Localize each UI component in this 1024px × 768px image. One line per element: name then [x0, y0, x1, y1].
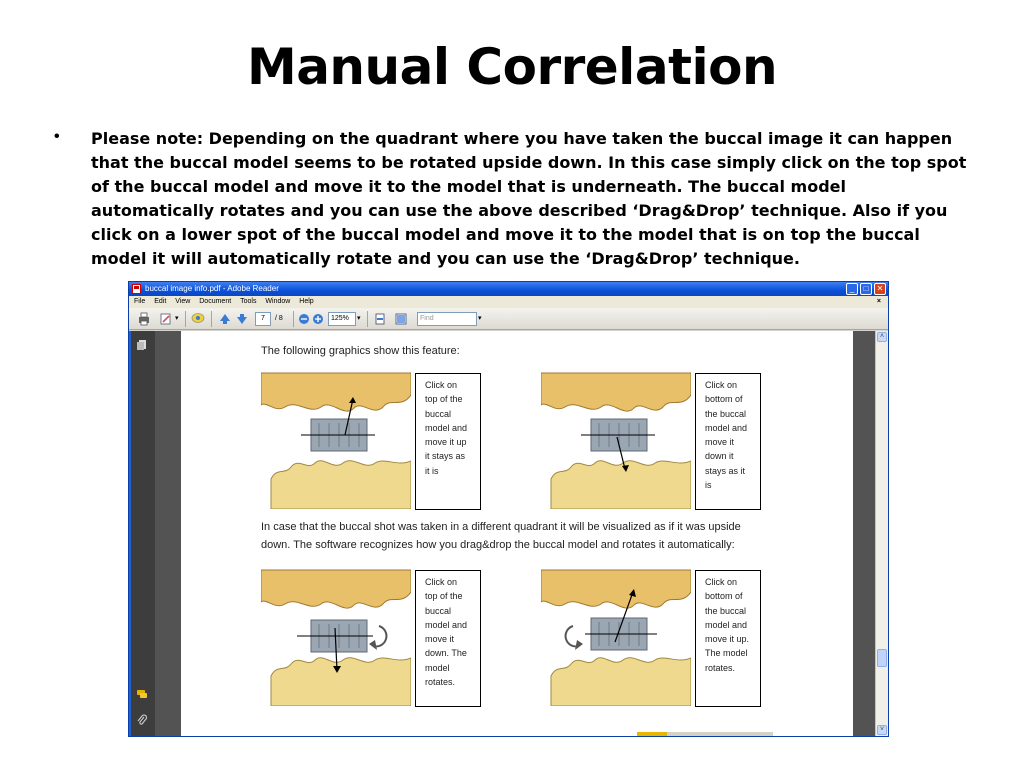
- scrollbar-thumb[interactable]: [877, 649, 887, 667]
- pages-icon[interactable]: [136, 339, 148, 351]
- document-close-icon[interactable]: ×: [876, 298, 881, 305]
- menu-file[interactable]: File: [134, 298, 146, 305]
- dental-figure-2: [541, 371, 691, 509]
- menu-help[interactable]: Help: [299, 298, 314, 305]
- minimize-button[interactable]: _: [846, 283, 858, 295]
- document-area: [155, 331, 877, 737]
- find-dropdown-icon[interactable]: ▾: [478, 315, 482, 322]
- previous-page-icon[interactable]: [218, 312, 232, 326]
- scroll-down-button[interactable]: ˅: [877, 725, 887, 735]
- window-titlebar[interactable]: [129, 282, 888, 296]
- toolbar: [129, 308, 888, 330]
- vertical-scrollbar[interactable]: [875, 331, 888, 737]
- menu-window[interactable]: Window: [265, 298, 291, 305]
- menu-view[interactable]: View: [175, 298, 191, 305]
- zoom-dropdown-icon[interactable]: ▾: [357, 315, 361, 322]
- pdf-heading: The following graphics show this feature:: [261, 345, 460, 357]
- dental-figure-3: [261, 568, 411, 706]
- callout-4: Click on bottom of the buccal model and move it up. The model rotates.: [695, 570, 761, 707]
- dental-figure-4: [541, 568, 691, 706]
- note-text: Please note: Depending on the quadrant where you have taken the buccal image it can happen that the buccal model seems to be rotated upside down. In this case simply click on the top spot of the buccal model and move it to the model that is underneath. The buccal model automatically rotates and you can use the above described ‘Drag&Drop’ technique. Also if you click on a lower spot of the buccal model and move it to the model that is on top the buccal model it will automatically rotate and you can use the ‘Drag&Drop’ technique.: [91, 129, 967, 268]
- bullet-marker: •: [54, 128, 60, 145]
- scroll-up-button[interactable]: ˄: [877, 332, 887, 342]
- zoom-out-icon[interactable]: [297, 312, 311, 326]
- callout-2: Click on bottom of the buccal model and move it down it stays as it is: [695, 373, 761, 510]
- fit-width-icon[interactable]: [394, 312, 408, 326]
- pdf-middle-text-line-2: down. The software recognizes how you drag&drop the buccal model and rotates it automatically:: [261, 539, 735, 551]
- callout-1: Click on top of the buccal model and move it up it stays as it is: [415, 373, 481, 510]
- print-icon[interactable]: [137, 312, 151, 326]
- menu-tools[interactable]: Tools: [240, 298, 257, 305]
- next-page-icon[interactable]: [235, 312, 249, 326]
- close-button[interactable]: ✕: [874, 283, 886, 295]
- edit-icon[interactable]: [159, 312, 173, 326]
- dental-figure-1: [261, 371, 411, 509]
- attachments-icon[interactable]: [136, 714, 148, 726]
- comments-icon[interactable]: [136, 688, 148, 700]
- zoom-level-select[interactable]: 125%: [328, 312, 356, 326]
- zoom-in-icon[interactable]: [311, 312, 325, 326]
- maximize-button[interactable]: □: [860, 283, 872, 295]
- menu-edit[interactable]: Edit: [154, 298, 167, 305]
- adobe-app-icon: [132, 284, 141, 294]
- adobe-reader-window[interactable]: [128, 281, 889, 737]
- fit-page-icon[interactable]: [373, 312, 387, 326]
- window-title: buccal image info.pdf - Adobe Reader: [145, 284, 279, 293]
- page-loading-bar: [637, 732, 773, 737]
- comment-icon[interactable]: [191, 312, 205, 326]
- page-number-input[interactable]: 7: [255, 312, 271, 326]
- pdf-middle-text-line-1: In case that the buccal shot was taken in a different quadrant it will be visualized as if it was upside: [261, 521, 741, 533]
- edit-dropdown-icon[interactable]: ▾: [175, 315, 179, 322]
- pdf-page: [181, 331, 853, 737]
- callout-3: Click on top of the buccal model and move it down. The model rotates.: [415, 570, 481, 707]
- slide-title: Manual Correlation: [246, 38, 778, 96]
- navigation-panel: [129, 331, 155, 737]
- page-total-label: / 8: [275, 315, 283, 322]
- menu-bar: [129, 296, 888, 308]
- menu-document[interactable]: Document: [199, 298, 232, 305]
- find-input[interactable]: Find: [417, 312, 477, 326]
